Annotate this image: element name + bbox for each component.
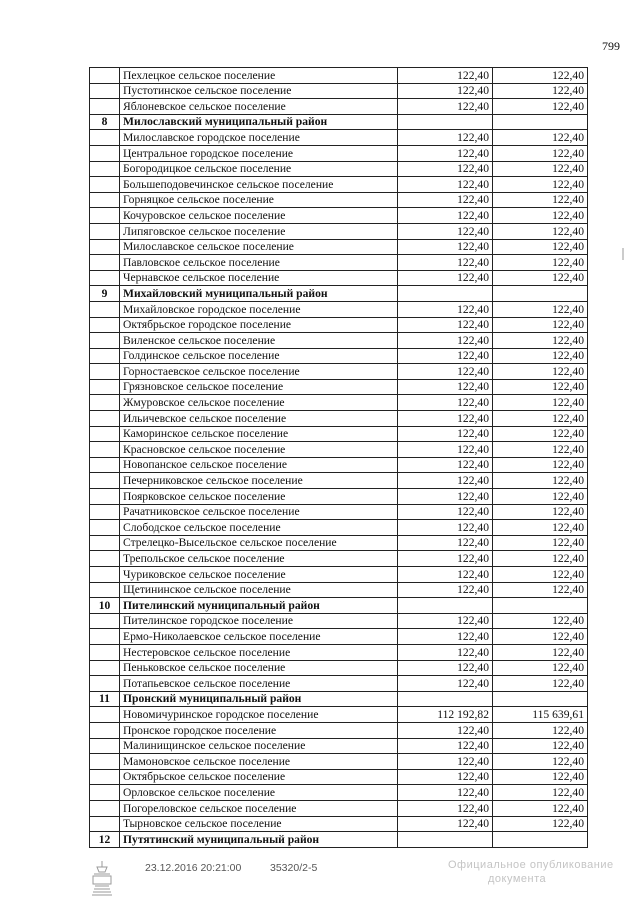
settlement-row [90, 333, 588, 349]
row-value-1 [398, 286, 493, 302]
row-value-2: 122,40 [493, 442, 588, 458]
table-body [90, 68, 588, 848]
row-name: Большеподовечинское сельское поселение [120, 177, 398, 193]
row-number [90, 707, 120, 723]
settlement-row [90, 379, 588, 395]
row-number [90, 208, 120, 224]
row-number [90, 660, 120, 676]
row-value-2: 122,40 [493, 364, 588, 380]
row-value-1: 122,40 [398, 676, 493, 692]
district-row [90, 832, 588, 848]
row-value-2: 122,40 [493, 255, 588, 271]
settlement-row [90, 582, 588, 598]
district-row [90, 286, 588, 302]
row-name: Михайловское городское поселение [120, 301, 398, 317]
row-value-1: 122,40 [398, 785, 493, 801]
row-name: Новомичуринское городское поселение [120, 707, 398, 723]
row-name: Путятинский муниципальный район [120, 832, 398, 848]
row-number [90, 255, 120, 271]
row-value-2: 122,40 [493, 411, 588, 427]
row-name: Чуриковское сельское поселение [120, 567, 398, 583]
row-value-2: 122,40 [493, 426, 588, 442]
row-value-1: 122,40 [398, 769, 493, 785]
row-value-1: 122,40 [398, 177, 493, 193]
row-value-2: 122,40 [493, 535, 588, 551]
row-number [90, 68, 120, 84]
row-value-1: 122,40 [398, 613, 493, 629]
settlement-row [90, 504, 588, 520]
row-name: Нестеровское сельское поселение [120, 644, 398, 660]
row-number [90, 722, 120, 738]
row-value-2: 122,40 [493, 660, 588, 676]
row-value-1 [398, 832, 493, 848]
row-name: Красновское сельское поселение [120, 442, 398, 458]
settlement-row [90, 707, 588, 723]
row-number [90, 333, 120, 349]
row-number [90, 738, 120, 754]
row-number [90, 348, 120, 364]
row-value-2: 122,40 [493, 738, 588, 754]
row-value-2: 122,40 [493, 317, 588, 333]
row-number [90, 629, 120, 645]
row-number [90, 130, 120, 146]
row-value-1: 122,40 [398, 504, 493, 520]
row-name: Виленское сельское поселение [120, 333, 398, 349]
row-name: Яблоневское сельское поселение [120, 99, 398, 115]
row-value-2: 122,40 [493, 816, 588, 832]
row-name: Пителинский муниципальный район [120, 598, 398, 614]
row-value-1: 122,40 [398, 489, 493, 505]
row-number [90, 364, 120, 380]
row-number [90, 551, 120, 567]
row-name: Михайловский муниципальный район [120, 286, 398, 302]
row-number [90, 411, 120, 427]
settlement-row [90, 239, 588, 255]
row-value-1: 122,40 [398, 270, 493, 286]
row-number [90, 754, 120, 770]
row-value-1: 122,40 [398, 348, 493, 364]
row-value-2: 122,40 [493, 395, 588, 411]
row-name: Милославское городское поселение [120, 130, 398, 146]
row-name: Новопанское сельское поселение [120, 457, 398, 473]
row-number [90, 442, 120, 458]
row-value-1: 122,40 [398, 629, 493, 645]
row-value-1: 122,40 [398, 754, 493, 770]
row-value-2: 122,40 [493, 582, 588, 598]
row-value-1: 122,40 [398, 145, 493, 161]
row-number [90, 816, 120, 832]
watermark-line-1: Официальное опубликование [448, 859, 614, 871]
row-name: Пронское городское поселение [120, 722, 398, 738]
settlement-row [90, 364, 588, 380]
settlement-row [90, 489, 588, 505]
settlement-row [90, 83, 588, 99]
row-value-1: 122,40 [398, 83, 493, 99]
row-number: 12 [90, 832, 120, 848]
row-number [90, 83, 120, 99]
row-value-2: 122,40 [493, 676, 588, 692]
row-value-2 [493, 114, 588, 130]
row-value-1: 122,40 [398, 192, 493, 208]
row-number [90, 582, 120, 598]
row-number [90, 520, 120, 536]
row-value-1: 122,40 [398, 301, 493, 317]
row-name: Щетининское сельское поселение [120, 582, 398, 598]
row-value-1 [398, 114, 493, 130]
settlement-row [90, 613, 588, 629]
row-name: Ермо-Николаевское сельское поселение [120, 629, 398, 645]
row-value-1: 112 192,82 [398, 707, 493, 723]
row-number [90, 769, 120, 785]
row-value-1: 122,40 [398, 411, 493, 427]
row-value-1: 122,40 [398, 364, 493, 380]
row-value-1: 122,40 [398, 68, 493, 84]
settlement-row [90, 270, 588, 286]
row-name: Кочуровское сельское поселение [120, 208, 398, 224]
settlement-row [90, 816, 588, 832]
watermark-line-2: документа [488, 873, 547, 885]
settlement-row [90, 722, 588, 738]
row-value-2: 122,40 [493, 489, 588, 505]
row-name: Трепольское сельское поселение [120, 551, 398, 567]
row-value-1: 122,40 [398, 395, 493, 411]
row-value-1: 122,40 [398, 255, 493, 271]
row-value-2: 122,40 [493, 613, 588, 629]
settlement-row [90, 567, 588, 583]
row-number: 11 [90, 691, 120, 707]
row-name: Милославский муниципальный район [120, 114, 398, 130]
row-name: Погореловское сельское поселение [120, 800, 398, 816]
row-number [90, 535, 120, 551]
district-row [90, 114, 588, 130]
row-number [90, 504, 120, 520]
settlements-table [89, 67, 588, 848]
row-value-2 [493, 832, 588, 848]
row-value-2: 122,40 [493, 348, 588, 364]
row-name: Потапьевское сельское поселение [120, 676, 398, 692]
row-name: Жмуровское сельское поселение [120, 395, 398, 411]
row-name: Октябрьское городское поселение [120, 317, 398, 333]
settlement-row [90, 208, 588, 224]
row-value-2: 122,40 [493, 301, 588, 317]
row-number [90, 145, 120, 161]
row-number [90, 567, 120, 583]
row-number [90, 99, 120, 115]
row-value-1: 122,40 [398, 379, 493, 395]
settlement-row [90, 161, 588, 177]
settlement-row [90, 473, 588, 489]
settlement-row [90, 145, 588, 161]
row-value-1: 122,40 [398, 660, 493, 676]
row-name: Горностаевское сельское поселение [120, 364, 398, 380]
row-number: 9 [90, 286, 120, 302]
page-number: 799 [602, 39, 620, 53]
row-value-2: 122,40 [493, 99, 588, 115]
footer-document-code: 35320/2-5 [270, 862, 318, 874]
row-value-2: 122,40 [493, 722, 588, 738]
row-value-2: 115 639,61 [493, 707, 588, 723]
row-name: Мамоновское сельское поселение [120, 754, 398, 770]
row-value-1: 122,40 [398, 722, 493, 738]
row-value-2: 122,40 [493, 161, 588, 177]
row-value-2: 122,40 [493, 208, 588, 224]
row-number [90, 426, 120, 442]
settlement-row [90, 457, 588, 473]
row-name: Богородицкое сельское поселение [120, 161, 398, 177]
row-number [90, 270, 120, 286]
row-value-1: 122,40 [398, 99, 493, 115]
row-value-2: 122,40 [493, 644, 588, 660]
district-row [90, 691, 588, 707]
settlement-row [90, 520, 588, 536]
settlement-row [90, 348, 588, 364]
row-name: Чернавское сельское поселение [120, 270, 398, 286]
settlement-row [90, 301, 588, 317]
row-value-1: 122,40 [398, 223, 493, 239]
row-value-1: 122,40 [398, 535, 493, 551]
row-number: 8 [90, 114, 120, 130]
row-value-2: 122,40 [493, 800, 588, 816]
row-value-2: 122,40 [493, 68, 588, 84]
settlement-row [90, 785, 588, 801]
row-value-2: 122,40 [493, 769, 588, 785]
row-name: Поярковское сельское поселение [120, 489, 398, 505]
settlement-row [90, 769, 588, 785]
row-value-2: 122,40 [493, 457, 588, 473]
settlement-row [90, 177, 588, 193]
registration-stamp-icon [88, 858, 116, 898]
row-number [90, 161, 120, 177]
settlement-row [90, 551, 588, 567]
row-name: Стрелецко-Высельское сельское поселение [120, 535, 398, 551]
settlement-row [90, 426, 588, 442]
settlement-row [90, 395, 588, 411]
row-value-2: 122,40 [493, 754, 588, 770]
row-value-2: 122,40 [493, 520, 588, 536]
row-name: Пехлецкое сельское поселение [120, 68, 398, 84]
row-number [90, 317, 120, 333]
district-row [90, 598, 588, 614]
row-value-2: 122,40 [493, 785, 588, 801]
settlement-row [90, 223, 588, 239]
settlement-row [90, 644, 588, 660]
row-value-1: 122,40 [398, 551, 493, 567]
settlement-row [90, 99, 588, 115]
footer-datetime: 23.12.2016 20:21:00 [145, 862, 242, 874]
row-number [90, 489, 120, 505]
settlement-row [90, 317, 588, 333]
row-number: 10 [90, 598, 120, 614]
row-value-1: 122,40 [398, 239, 493, 255]
row-number [90, 301, 120, 317]
row-number [90, 192, 120, 208]
row-value-2: 122,40 [493, 83, 588, 99]
row-value-2: 122,40 [493, 145, 588, 161]
row-value-1: 122,40 [398, 567, 493, 583]
row-value-1 [398, 691, 493, 707]
settlement-row [90, 130, 588, 146]
row-number [90, 457, 120, 473]
row-value-1: 122,40 [398, 333, 493, 349]
row-value-1: 122,40 [398, 473, 493, 489]
settlement-row [90, 192, 588, 208]
settlement-row [90, 660, 588, 676]
row-name: Центральное городское поселение [120, 145, 398, 161]
row-name: Пеньковское сельское поселение [120, 660, 398, 676]
row-value-2: 122,40 [493, 379, 588, 395]
row-name: Тырновское сельское поселение [120, 816, 398, 832]
row-value-1: 122,40 [398, 457, 493, 473]
row-value-2 [493, 598, 588, 614]
margin-mark [622, 248, 624, 260]
row-value-2: 122,40 [493, 192, 588, 208]
row-name: Орловское сельское поселение [120, 785, 398, 801]
row-number [90, 473, 120, 489]
row-name: Каморинское сельское поселение [120, 426, 398, 442]
row-number [90, 395, 120, 411]
row-name: Пителинское городское поселение [120, 613, 398, 629]
settlement-row [90, 535, 588, 551]
row-name: Ильичевское сельское поселение [120, 411, 398, 427]
settlement-row [90, 68, 588, 84]
row-value-1: 122,40 [398, 426, 493, 442]
row-number [90, 379, 120, 395]
row-value-2: 122,40 [493, 551, 588, 567]
settlement-row [90, 676, 588, 692]
row-value-2: 122,40 [493, 333, 588, 349]
row-number [90, 800, 120, 816]
row-name: Павловское сельское поселение [120, 255, 398, 271]
settlement-row [90, 738, 588, 754]
row-value-1: 122,40 [398, 582, 493, 598]
settlement-row [90, 754, 588, 770]
row-name: Липяговское сельское поселение [120, 223, 398, 239]
row-value-1: 122,40 [398, 161, 493, 177]
row-number [90, 613, 120, 629]
row-value-2 [493, 286, 588, 302]
row-value-1: 122,40 [398, 800, 493, 816]
row-value-2: 122,40 [493, 504, 588, 520]
row-number [90, 676, 120, 692]
row-number [90, 239, 120, 255]
row-name: Пустотинское сельское поселение [120, 83, 398, 99]
row-value-1: 122,40 [398, 208, 493, 224]
row-value-1: 122,40 [398, 644, 493, 660]
row-value-2: 122,40 [493, 239, 588, 255]
row-name: Октябрьское сельское поселение [120, 769, 398, 785]
settlement-row [90, 629, 588, 645]
row-name: Пронский муниципальный район [120, 691, 398, 707]
page-footer [0, 858, 640, 898]
row-value-1: 122,40 [398, 816, 493, 832]
settlement-row [90, 800, 588, 816]
row-name: Рачатниковское сельское поселение [120, 504, 398, 520]
row-number [90, 785, 120, 801]
row-value-1: 122,40 [398, 520, 493, 536]
row-value-1: 122,40 [398, 317, 493, 333]
row-name: Милославское сельское поселение [120, 239, 398, 255]
row-value-2: 122,40 [493, 223, 588, 239]
row-number [90, 644, 120, 660]
row-name: Слободское сельское поселение [120, 520, 398, 536]
row-name: Грязновское сельское поселение [120, 379, 398, 395]
row-value-1 [398, 598, 493, 614]
row-value-2 [493, 691, 588, 707]
settlement-row [90, 442, 588, 458]
row-name: Печерниковское сельское поселение [120, 473, 398, 489]
row-number [90, 177, 120, 193]
row-value-2: 122,40 [493, 130, 588, 146]
row-name: Горняцкое сельское поселение [120, 192, 398, 208]
row-name: Малинищинское сельское поселение [120, 738, 398, 754]
row-value-2: 122,40 [493, 177, 588, 193]
row-value-2: 122,40 [493, 270, 588, 286]
settlement-row [90, 411, 588, 427]
row-value-1: 122,40 [398, 738, 493, 754]
row-value-1: 122,40 [398, 442, 493, 458]
settlement-row [90, 255, 588, 271]
row-value-2: 122,40 [493, 629, 588, 645]
row-value-1: 122,40 [398, 130, 493, 146]
row-value-2: 122,40 [493, 567, 588, 583]
row-value-2: 122,40 [493, 473, 588, 489]
footer-watermark [448, 858, 618, 886]
row-name: Голдинское сельское поселение [120, 348, 398, 364]
row-number [90, 223, 120, 239]
